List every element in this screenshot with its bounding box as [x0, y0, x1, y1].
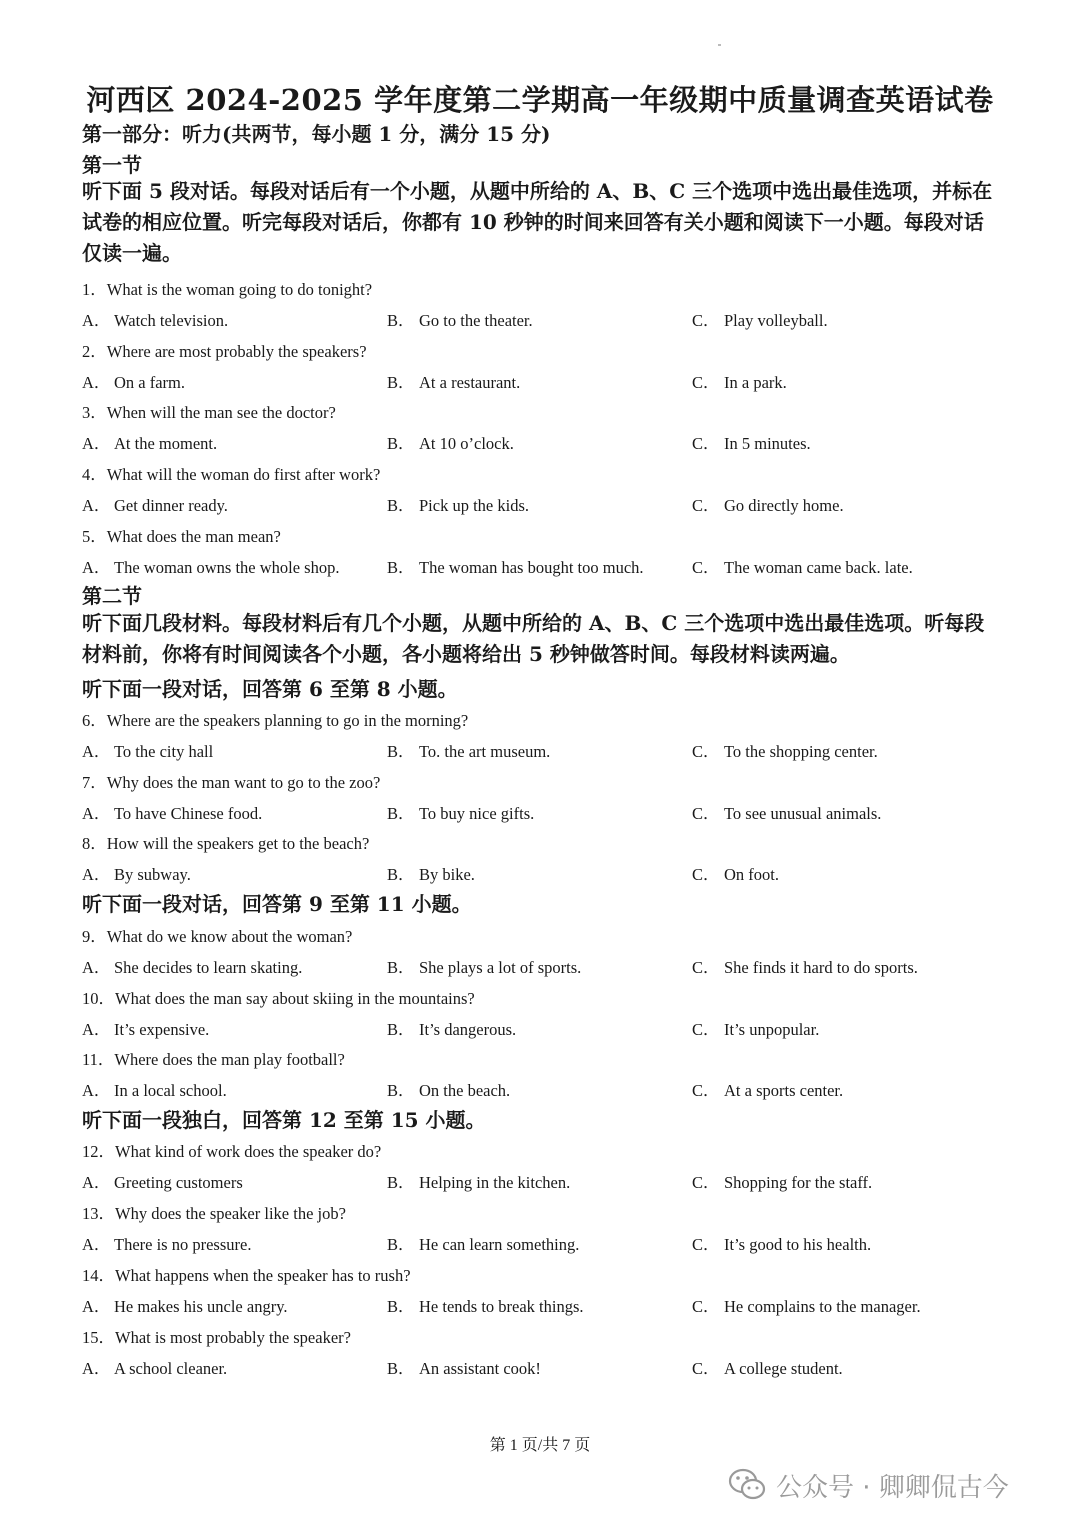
option-letter: A． [82, 1173, 111, 1192]
option-b-q13 [387, 1231, 579, 1255]
option-text: A college student. [724, 1359, 843, 1378]
option-letter: C． [692, 1081, 720, 1100]
option-letter: C． [692, 1235, 720, 1254]
option-c-q7 [692, 800, 881, 824]
option-c-q14 [692, 1293, 921, 1317]
group-heading-12-15: 听下面一段独白，回答第 12 至第 15 小题。 [82, 1108, 486, 1132]
option-text: To the shopping center. [724, 742, 878, 761]
question-14: 14．What happens when the speaker has to rush? [82, 1266, 411, 1285]
option-c-q8 [692, 861, 779, 885]
option-a-q1 [82, 307, 228, 331]
option-letter: C． [692, 311, 720, 330]
option-text: There is no pressure. [114, 1235, 252, 1254]
option-letter: C． [692, 496, 720, 515]
option-text: Greeting customers [114, 1173, 243, 1192]
group-heading-6-8: 听下面一段对话，回答第 6 至第 8 小题。 [82, 677, 458, 701]
option-letter: B． [387, 865, 415, 884]
option-text: By subway. [114, 865, 191, 884]
option-text: He can learn something. [419, 1235, 580, 1254]
question-6: 6．Where are the speakers planning to go in the morning? [82, 711, 469, 730]
option-letter: C． [692, 373, 720, 392]
option-letter: B． [387, 558, 415, 577]
option-b-q12 [387, 1169, 570, 1193]
question-15: 15．What is most probably the speaker? [82, 1328, 351, 1347]
option-text: It’s good to his health. [724, 1235, 872, 1254]
option-letter: B． [387, 742, 415, 761]
option-text: At 10 o’clock. [419, 434, 514, 453]
section1-heading: 第一节 [82, 153, 142, 177]
option-b-q4 [387, 492, 529, 516]
option-b-q5 [387, 554, 644, 578]
option-letter: A． [82, 311, 111, 330]
option-b-q7 [387, 800, 534, 824]
option-letter: B． [387, 1359, 415, 1378]
option-b-q3 [387, 430, 514, 454]
question-9: 9．What do we know about the woman? [82, 927, 353, 946]
section1-instruction: 听下面 5 段对话。每段对话后有一个小题，从题中所给的 A、B、C 三个选项中选出最佳选项，并标在试卷的相应位置。听完每段对话后，你都有 10 秒钟的时间来回答有关小题和阅读下一小题。每段对话仅读一遍。 [82, 179, 993, 265]
option-c-q1 [692, 307, 828, 331]
section2-heading: 第二节 [82, 584, 142, 608]
option-text: At a restaurant. [419, 373, 521, 392]
question-13: 13．Why does the speaker like the job? [82, 1204, 346, 1223]
option-letter: A． [82, 958, 111, 977]
option-letter: A． [82, 804, 111, 823]
part1-heading: 第一部分：听力(共两节，每小题 1 分，满分 15 分) [82, 122, 551, 146]
option-text: To see unusual animals. [724, 804, 882, 823]
option-b-q8 [387, 861, 475, 885]
option-c-q9 [692, 954, 918, 978]
option-text: It’s unpopular. [724, 1020, 820, 1039]
option-letter: C． [692, 865, 720, 884]
question-12: 12．What kind of work does the speaker do? [82, 1142, 382, 1161]
option-a-q8 [82, 861, 191, 885]
option-letter: B． [387, 958, 415, 977]
question-7: 7．Why does the man want to go to the zoo? [82, 773, 381, 792]
option-letter: A． [82, 1020, 111, 1039]
option-a-q11 [82, 1077, 227, 1101]
option-letter: C． [692, 804, 720, 823]
option-letter: B． [387, 496, 415, 515]
option-a-q5 [82, 554, 339, 578]
option-text: He complains to the manager. [724, 1297, 921, 1316]
option-letter: A． [82, 1235, 111, 1254]
option-b-q15 [387, 1355, 541, 1379]
option-text: On the beach. [419, 1081, 511, 1100]
option-letter: A． [82, 1081, 111, 1100]
option-text: By bike. [419, 865, 475, 884]
option-text: She decides to learn skating. [114, 958, 303, 977]
option-c-q15 [692, 1355, 843, 1379]
option-text: Go to the theater. [419, 311, 533, 330]
option-letter: A． [82, 558, 111, 577]
option-b-q9 [387, 954, 581, 978]
watermark [728, 1465, 1009, 1505]
option-text: The woman has bought too much. [419, 558, 644, 577]
option-letter: B． [387, 1081, 415, 1100]
option-a-q3 [82, 430, 217, 454]
option-text: She plays a lot of sports. [419, 958, 582, 977]
option-text: It’s dangerous. [419, 1020, 517, 1039]
option-b-q2 [387, 369, 520, 393]
section2-instruction: 听下面几段材料。每段材料后有几个小题，从题中所给的 A、B、C 三个选项中选出最佳选项。听每段材料前，你将有时间阅读各个小题，各小题将给出 5 秒钟做答时间。每段材料读两遍。 [82, 611, 985, 666]
option-c-q5 [692, 554, 913, 578]
question-1: 1．What is the woman going to do tonight? [82, 280, 373, 299]
option-a-q2 [82, 369, 185, 393]
option-letter: A． [82, 1359, 111, 1378]
option-text: An assistant cook! [419, 1359, 541, 1378]
option-text: At a sports center. [724, 1081, 844, 1100]
option-a-q13 [82, 1231, 251, 1255]
option-c-q11 [692, 1077, 843, 1101]
option-letter: C． [692, 558, 720, 577]
option-text: In 5 minutes. [724, 434, 811, 453]
option-letter: B． [387, 1020, 415, 1039]
option-a-q4 [82, 492, 228, 516]
option-text: To buy nice gifts. [419, 804, 535, 823]
option-text: He makes his uncle angry. [114, 1297, 288, 1316]
option-text: The woman came back. late. [724, 558, 913, 577]
option-letter: C． [692, 1359, 720, 1378]
question-10: 10．What does the man say about skiing in the mountains? [82, 989, 475, 1008]
option-letter: B． [387, 1297, 415, 1316]
question-2: 2．Where are most probably the speakers? [82, 342, 367, 361]
option-text: On a farm. [114, 373, 186, 392]
option-letter: C． [692, 434, 720, 453]
option-letter: B． [387, 1173, 415, 1192]
option-text: Watch television. [114, 311, 229, 330]
option-letter: B． [387, 804, 415, 823]
option-text: Shopping for the staff. [724, 1173, 873, 1192]
option-b-q11 [387, 1077, 510, 1101]
scan-speck [718, 44, 721, 46]
option-text: To have Chinese food. [114, 804, 263, 823]
option-b-q6 [387, 738, 550, 762]
question-11: 11．Where does the man play football? [82, 1050, 345, 1069]
option-c-q10 [692, 1016, 819, 1040]
option-text: To. the art museum. [419, 742, 551, 761]
option-text: In a local school. [114, 1081, 227, 1100]
option-letter: A． [82, 373, 111, 392]
watermark-text: 公众号 · 卿卿侃古今 [776, 1472, 1009, 1503]
option-a-q6 [82, 738, 213, 762]
option-letter: A． [82, 496, 111, 515]
option-letter: A． [82, 865, 111, 884]
option-text: On foot. [724, 865, 779, 884]
option-c-q4 [692, 492, 844, 516]
option-text: Get dinner ready. [114, 496, 228, 515]
option-letter: A． [82, 1297, 111, 1316]
option-letter: C． [692, 742, 720, 761]
option-text: In a park. [724, 373, 787, 392]
option-letter: C． [692, 1020, 720, 1039]
option-c-q13 [692, 1231, 871, 1255]
option-c-q3 [692, 430, 811, 454]
option-letter: B． [387, 434, 415, 453]
option-letter: B． [387, 1235, 415, 1254]
question-8: 8．How will the speakers get to the beach? [82, 834, 370, 853]
option-text: It’s expensive. [114, 1020, 210, 1039]
option-letter: A． [82, 434, 111, 453]
option-a-q7 [82, 800, 262, 824]
option-text: A school cleaner. [114, 1359, 228, 1378]
option-c-q6 [692, 738, 878, 762]
question-5: 5．What does the man mean? [82, 527, 281, 546]
option-letter: B． [387, 373, 415, 392]
page-number: 第 1 页/共 7 页 [489, 1437, 591, 1454]
option-letter: B． [387, 311, 415, 330]
option-b-q10 [387, 1016, 516, 1040]
option-a-q15 [82, 1355, 227, 1379]
question-4: 4．What will the woman do first after work? [82, 465, 381, 484]
option-text: Go directly home. [724, 496, 844, 515]
option-a-q10 [82, 1016, 209, 1040]
option-text: Helping in the kitchen. [419, 1173, 571, 1192]
option-letter: C． [692, 1173, 720, 1192]
option-letter: C． [692, 1297, 720, 1316]
page-title: 河西区 2024-2025 学年度第二学期高一年级期中质量调查英语试卷 [86, 83, 994, 117]
option-b-q1 [387, 307, 533, 331]
option-text: He tends to break things. [419, 1297, 584, 1316]
question-3: 3．When will the man see the doctor? [82, 403, 336, 422]
option-text: Play volleyball. [724, 311, 828, 330]
option-b-q14 [387, 1293, 584, 1317]
wechat-icon [728, 1468, 766, 1502]
option-text: To the city hall [114, 742, 214, 761]
option-a-q9 [82, 954, 302, 978]
option-a-q14 [82, 1293, 288, 1317]
option-text: She finds it hard to do sports. [724, 958, 918, 977]
group-heading-9-11: 听下面一段对话，回答第 9 至第 11 小题。 [82, 892, 472, 916]
option-a-q12 [82, 1169, 243, 1193]
option-text: At the moment. [114, 434, 218, 453]
option-text: The woman owns the whole shop. [114, 558, 340, 577]
option-c-q12 [692, 1169, 872, 1193]
option-letter: A． [82, 742, 111, 761]
option-text: Pick up the kids. [419, 496, 529, 515]
option-c-q2 [692, 369, 787, 393]
option-letter: C． [692, 958, 720, 977]
